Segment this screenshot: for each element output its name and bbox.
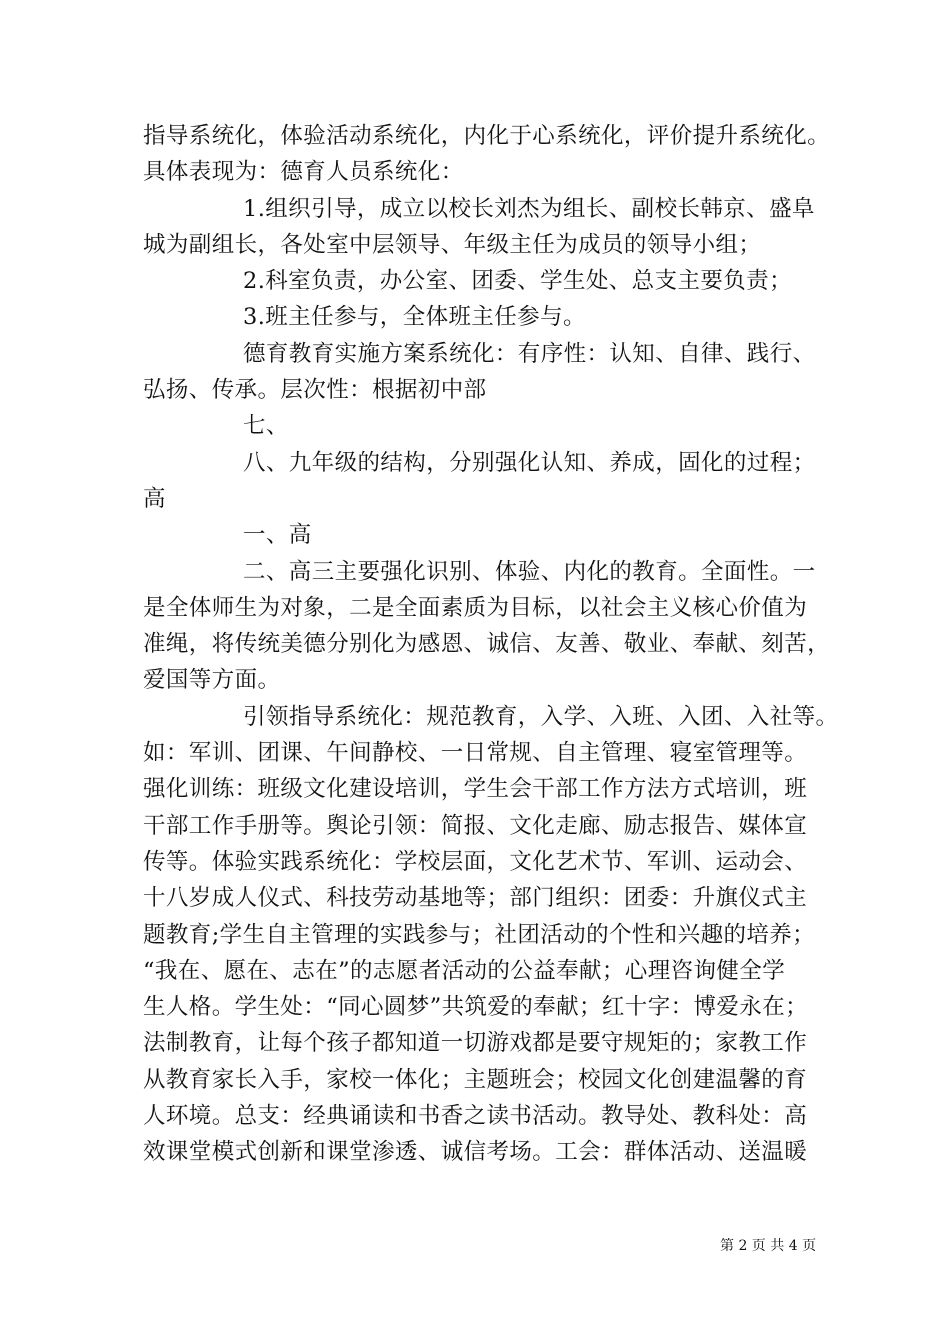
text-line: 题教育;学生自主管理的实践参与；社团活动的个性和兴趣的培养；: [143, 921, 816, 948]
document-body: [143, 118, 839, 1171]
text-line: 准绳，将传统美德分别化为感恩、诚信、友善、敬业、奉献、刻苦，: [143, 631, 831, 658]
text-line: 是全体师生为对象，二是全面素质为目标，以社会主义核心价值为: [143, 594, 808, 621]
text-line: 强化训练：班级文化建设培训，学生会干部工作方法方式培训，班: [143, 776, 808, 803]
text-line: 干部工作手册等。舆论引领：简报、文化走廊、励志报告、媒体宣: [143, 812, 808, 839]
text-line: 1.组织引导，成立以校长刘杰为组长、副校长韩京、盛阜: [243, 195, 815, 222]
text-line: 效课堂模式创新和课堂渗透、诚信考场。工会：群体活动、送温暖: [143, 1139, 808, 1166]
text-line: 十八岁成人仪式、科技劳动基地等；部门组织：团委：升旗仪式主: [143, 885, 808, 912]
text-line: 人环境。总支：经典诵读和书香之读书活动。教导处、教科处：高: [143, 1103, 808, 1130]
text-line: 从教育家长入手，家校一体化；主题班会；校园文化创建温馨的育: [143, 1066, 808, 1093]
text-line: 法制教育，让每个孩子都知道一切游戏都是要守规矩的；家教工作: [143, 1030, 808, 1057]
text-line: 具体表现为：德育人员系统化：: [143, 159, 464, 186]
text-line: 引领指导系统化：规范教育，入学、入班、入团、入社等。: [243, 703, 839, 730]
text-line: 生人格。学生处：“同心圆梦”共筑爱的奉献；红十字：博爱永在；: [143, 994, 809, 1021]
page-number: 第 2 页 共 4 页: [720, 1238, 817, 1254]
text-line: 指导系统化，体验活动系统化，内化于心系统化，评价提升系统化。: [143, 123, 831, 149]
text-line: 如：军训、团课、午间静校、一日常规、自主管理、寝室管理等。: [143, 740, 808, 767]
text-line: 2.科室负责，办公室、团委、学生处、总支主要负责；: [243, 268, 792, 295]
text-line: 传等。体验实践系统化：学校层面，文化艺术节、军训、运动会、: [143, 848, 808, 875]
text-line: 城为副组长，各处室中层领导、年级主任为成员的领导小组；: [143, 231, 762, 258]
text-line: 一、高: [243, 522, 312, 549]
text-line: “我在、愿在、志在”的志愿者活动的公益奉献；心理咨询健全学: [143, 957, 786, 984]
text-line: 弘扬、传承。层次性：根据初中部: [143, 377, 487, 404]
text-line: 德育教育实施方案系统化：有序性：认知、自律、践行、: [243, 340, 816, 367]
text-line: 爱国等方面。: [143, 667, 281, 694]
text-line: 3.班主任参与，全体班主任参与。: [243, 304, 586, 331]
text-line: 高: [143, 485, 166, 512]
text-line: 七、: [243, 413, 289, 440]
text-line: 八、九年级的结构，分别强化认知、养成，固化的过程；: [243, 449, 816, 476]
text-line: 二、高三主要强化识别、体验、内化的教育。全面性。一: [243, 558, 816, 585]
